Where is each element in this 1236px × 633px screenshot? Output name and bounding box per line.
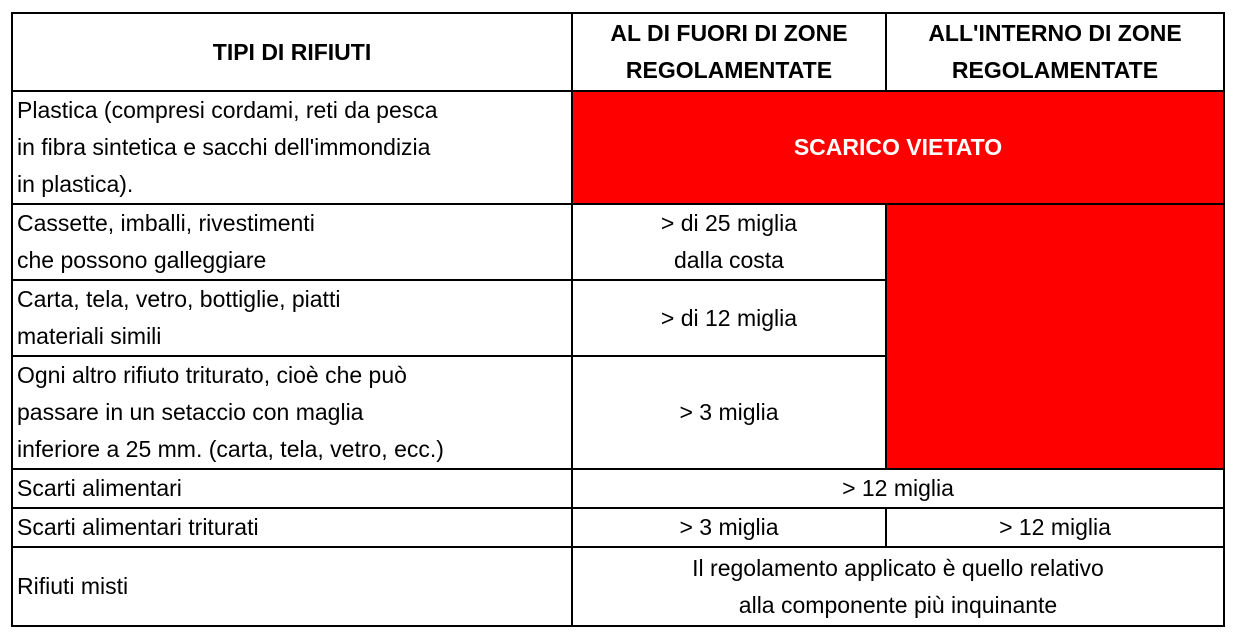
- table-row: [12, 91, 1224, 204]
- inside-zones-value: > 12 miglia: [886, 508, 1224, 547]
- inside-zones-prohibited-area: [886, 204, 1224, 469]
- both-zones-value: > 12 miglia: [572, 469, 1224, 508]
- outside-zones-value: > di 25 miglia dalla costa: [572, 204, 886, 280]
- outside-zones-value: > di 12 miglia: [572, 280, 886, 356]
- header-inside-zones: ALL'INTERNO DI ZONE REGOLAMENTATE: [886, 13, 1224, 91]
- header-outside-zones: AL DI FUORI DI ZONE REGOLAMENTATE: [572, 13, 886, 91]
- row-type-plastic: Plastica (compresi cordami, reti da pesca in fibra sintetica e sacchi dell'immondizia in plastica).: [12, 91, 572, 204]
- row-type-floating: Cassette, imballi, rivestimenti che possono galleggiare: [12, 204, 572, 280]
- outside-zones-value: > 3 miglia: [572, 356, 886, 469]
- row-type-shredded: Ogni altro rifiuto triturato, cioè che può passare in un setaccio con maglia inferiore a 25 mm. (carta, tela, vetro, ecc.): [12, 356, 572, 469]
- row-type-mixed: Rifiuti misti: [12, 547, 572, 626]
- table-row: [12, 547, 1224, 626]
- table-row: [12, 204, 1224, 280]
- table-row: [12, 508, 1224, 547]
- row-type-food-waste: Scarti alimentari: [12, 469, 572, 508]
- table-header-row: [12, 13, 1224, 91]
- row-type-shredded-food: Scarti alimentari triturati: [12, 508, 572, 547]
- header-waste-types: TIPI DI RIFIUTI: [12, 13, 572, 91]
- row-type-paper-glass: Carta, tela, vetro, bottiglie, piatti materiali simili: [12, 280, 572, 356]
- waste-discharge-table: [11, 12, 1225, 627]
- discharge-prohibited-banner: SCARICO VIETATO: [572, 91, 1224, 204]
- outside-zones-value: > 3 miglia: [572, 508, 886, 547]
- table-row: [12, 469, 1224, 508]
- both-zones-value: Il regolamento applicato è quello relativo alla componente più inquinante: [572, 547, 1224, 626]
